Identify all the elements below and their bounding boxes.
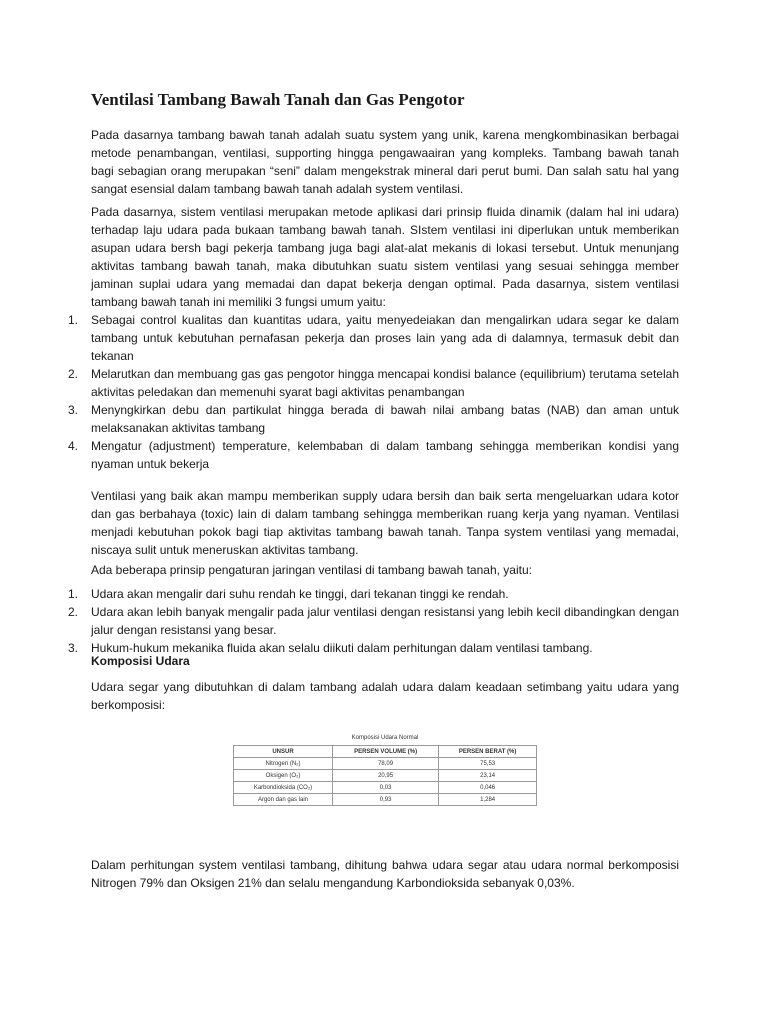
table-row xyxy=(234,782,537,794)
table-row xyxy=(234,758,537,770)
list-item: 2. Udara akan lebih banyak mengalir pada jalur ventilasi dengan resistansi yang lebih kecil dibandingkan dengan jalur dengan resistansi yang besar. xyxy=(68,605,679,637)
column-header: UNSUR xyxy=(234,746,333,758)
table-cell: Nitrogen (N₂) xyxy=(234,758,333,770)
paragraph-good-ventilation: Ventilasi yang baik akan mampu memberikan supply udara bersih dan baik serta mengeluarkan udara kotor dan gas berbahaya (toxic) lain di dalam tambang sehingga memberikan ruang kerja yang nyaman. Ventilasi menjadi kebutuhan pokok bagi tiap aktivitas tambang bawah tanah. Tanpa system ventilasi yang memadai, niscaya sulit untuk meneruskan aktivitas tambang. xyxy=(91,489,679,557)
table-header-row xyxy=(234,746,537,758)
paragraph-principles-intro: Ada beberapa prinsip pengaturan jaringan ventilasi di tambang bawah tanah, yaitu: xyxy=(91,563,532,577)
paragraph-composition-intro: Udara segar yang dibutuhkan di dalam tambang adalah udara dalam keadaan setimbang yaitu udara yang berkomposisi: xyxy=(91,680,679,712)
column-header: PERSEN BERAT (%) xyxy=(439,746,537,758)
table-cell: 0,046 xyxy=(439,782,537,794)
list-item: 1. Sebagai control kualitas dan kuantitas udara, yaitu menyedeiakan dan mengalirkan udara segar ke dalam tambang untuk kebutuhan pernafasan pekerja dan proses lain yang ada di dalamnya, termasuk debit dan tekanan xyxy=(68,313,679,363)
table-row xyxy=(234,770,537,782)
ventilation-principles-list xyxy=(68,585,679,657)
list-item: 3. Hukum-hukum mekanika fluida akan selalu diikuti dalam perhitungan dalam ventilasi tambang. xyxy=(68,641,593,655)
table-cell: 0,93 xyxy=(332,794,438,806)
paragraph-ventilation-definition: Pada dasarnya, sistem ventilasi merupakan metode aplikasi dari prinsip fluida dinamik (dalam hal ini udara) terhadap laju udara pada bukaan tambang bawah tanah. SIstem ventilasi ini diperlukan untuk memberikan asupan udara bersh bagi pekerja tambang juga bagi alat-alat mekanis di lokasi tersebut. Untuk menunjang aktivitas tambang bawah tanah, maka dibutuhkan suatu sistem ventilasi yang sesuai sehingga member jaminan suplai udara yang memadai dan dapat bekerja dengan optimal. Pada dasarnya, sistem ventilasi tambang bawah tanah ini memiliki 3 fungsi umum yaitu: xyxy=(91,205,679,309)
document-title: Ventilasi Tambang Bawah Tanah dan Gas Pengotor xyxy=(91,90,465,109)
table-caption: Komposisi Udara Normal xyxy=(351,735,419,741)
table-cell: 0,03 xyxy=(332,782,438,794)
table-cell: 75,53 xyxy=(439,758,537,770)
table-cell: 23,14 xyxy=(439,770,537,782)
air-composition-table xyxy=(233,745,537,806)
table-cell: Argon dan gas lain xyxy=(234,794,333,806)
list-item: 3. Menyngkirkan debu dan partikulat hingga berada di bawah nilai ambang batas (NAB) dan aman untuk melaksanakan aktivitas tambang xyxy=(68,403,679,435)
table-row xyxy=(234,794,537,806)
list-item: 1. Udara akan mengalir dari suhu rendah ke tinggi, dari tekanan tinggi ke rendah. xyxy=(68,587,509,601)
paragraph-intro: Pada dasarnya tambang bawah tanah adalah suatu system yang unik, karena mengkombinasikan berbagai metode penambangan, ventilasi, supporting hingga pengawaairan yang kompleks. Tambang bawah tanah bagi sebagian orang merupakan “seni” dalam mengekstrak mineral dari perut bumi. Dan salah satu hal yang sangat esensial dalam tambang bawah tanah adalah system ventilasi. xyxy=(91,128,679,196)
table-cell: 20,95 xyxy=(332,770,438,782)
table-cell: Karbondioksida (CO₂) xyxy=(234,782,333,794)
table-cell: 78,09 xyxy=(332,758,438,770)
paragraph-normal-air: Dalam perhitungan system ventilasi tambang, dihitung bahwa udara segar atau udara normal berkomposisi Nitrogen 79% dan Oksigen 21% dan selalu mengandung Karbondioksida sebanyak 0,03%. xyxy=(91,858,679,890)
column-header: PERSEN VOLUME (%) xyxy=(332,746,438,758)
table-cell: Oksigen (O₂) xyxy=(234,770,333,782)
section-heading: Komposisi Udara xyxy=(91,654,190,668)
table-cell: 1,284 xyxy=(439,794,537,806)
list-item: 4. Mengatur (adjustment) temperature, kelembaban di dalam tambang sehingga memberikan kondisi yang nyaman untuk bekerja xyxy=(68,439,679,471)
ventilation-functions-list xyxy=(68,311,679,473)
list-item: 2. Melarutkan dan membuang gas gas pengotor hingga mencapai kondisi balance (equilibrium) terutama setelah aktivitas peledakan dan memenuhi syarat bagi aktivitas penambangan xyxy=(68,367,679,399)
